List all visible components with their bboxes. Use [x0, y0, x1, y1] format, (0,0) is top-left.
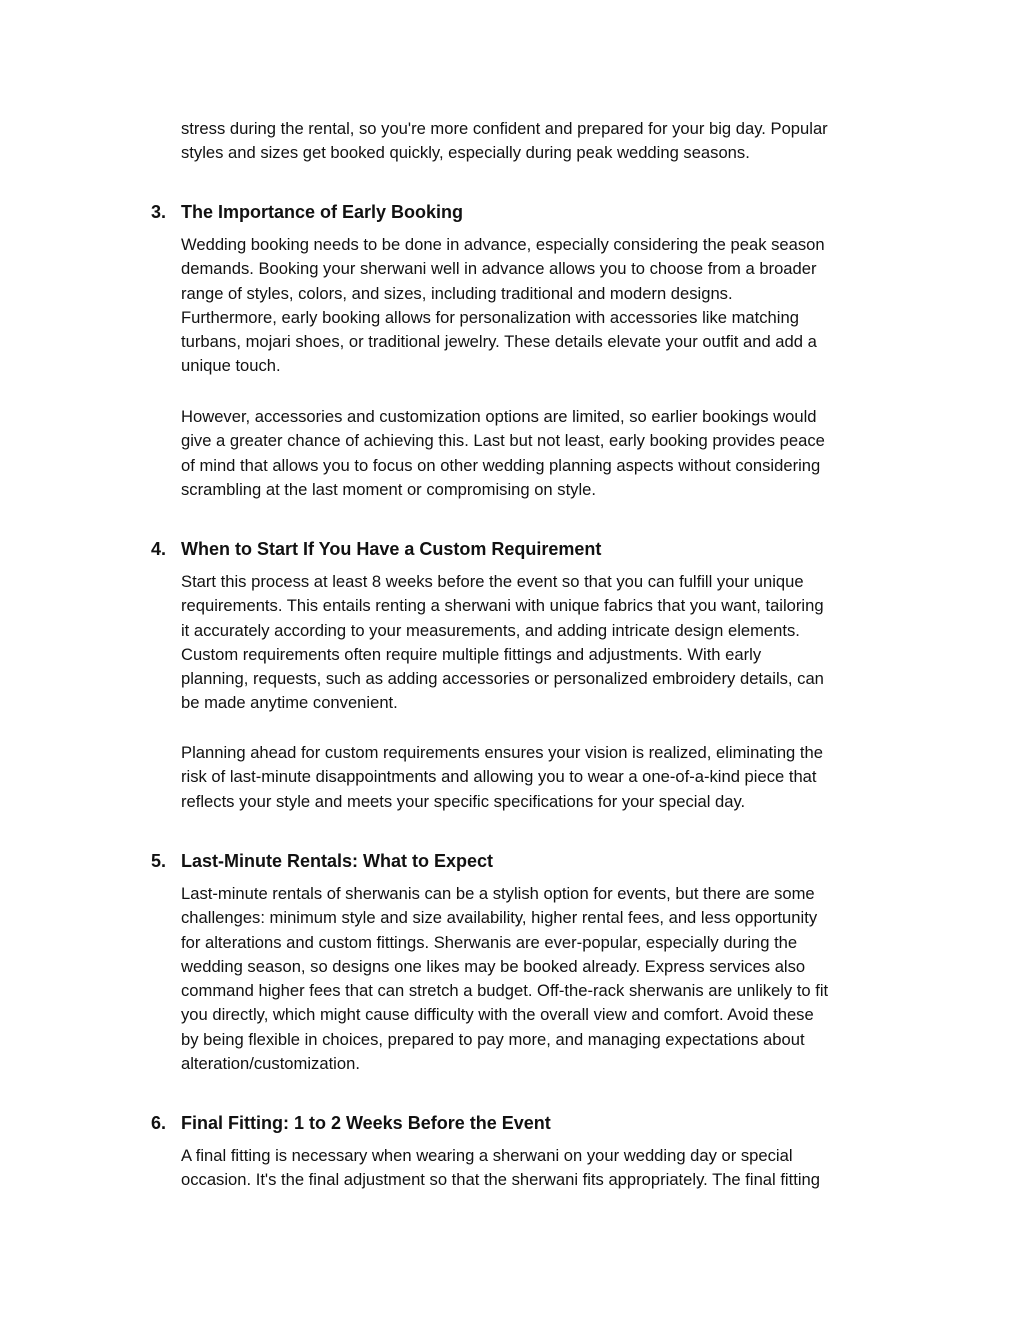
text-line: styles and sizes get booked quickly, especially during peak wedding seasons.: [181, 143, 750, 163]
text-line: by being flexible in choices, prepared to pay more, and managing expectations about: [181, 1029, 805, 1049]
section-paragraph: [181, 233, 897, 379]
text-line: wedding season, so designs one likes may be booked already. Express services also: [181, 956, 806, 976]
intro-paragraph: [181, 117, 897, 166]
section-paragraph: [181, 741, 897, 814]
text-line: scrambling at the last moment or compromising on style.: [181, 479, 597, 499]
text-line: requirements. This entails renting a sherwani with unique fabrics that you want, tailoring: [181, 596, 824, 616]
text-line: for alterations and custom fittings. Sherwanis are ever-popular, especially during the: [181, 932, 798, 952]
text-line: it accurately according to your measurements, and adding intricate design elements.: [181, 620, 800, 640]
text-line: Start this process at least 8 weeks before the event so that you can fulfill your unique: [181, 572, 804, 591]
section-title: Last-Minute Rentals: What to Expect: [181, 851, 494, 871]
text-line: Custom requirements often require multiple fittings and adjustments. With early: [181, 644, 762, 664]
section-paragraph: [181, 570, 897, 716]
text-line: range of styles, colors, and sizes, including traditional and modern designs.: [181, 283, 733, 303]
section-paragraph: [181, 1144, 897, 1193]
text-line: reflects your style and meets your specific specifications for your special day.: [181, 791, 746, 811]
text-line: Planning ahead for custom requirements ensures your vision is realized, eliminating the: [181, 743, 823, 762]
section-paragraph: [181, 882, 897, 1076]
section-title: The Importance of Early Booking: [181, 202, 464, 222]
section-heading: [151, 537, 891, 561]
text-line: command higher fees that can stretch a budget. Off-the-rack sherwanis are unlikely to fit: [181, 981, 829, 1001]
text-line: Last-minute rentals of sherwanis can be a stylish option for events, but there are some: [181, 884, 815, 903]
text-line: challenges: minimum style and size availability, higher rental fees, and less opportunity: [181, 908, 818, 928]
section-title: Final Fitting: 1 to 2 Weeks Before the Event: [181, 1113, 551, 1133]
text-line: risk of last-minute disappointments and allowing you to wear a one-of-a-kind piece that: [181, 767, 817, 787]
text-line: be made anytime convenient.: [181, 693, 398, 713]
section-title: When to Start If You Have a Custom Requirement: [181, 539, 602, 559]
section-heading: [151, 849, 891, 873]
text-line: demands. Booking your sherwani well in advance allows you to choose from a broader: [181, 259, 817, 279]
text-line: alteration/customization.: [181, 1054, 360, 1074]
text-line: turbans, mojari shoes, or traditional jewelry. These details elevate your outfit and add a: [181, 332, 817, 352]
text-line: give a greater chance of achieving this. Last but not least, early booking provides peace: [181, 431, 825, 451]
text-line: stress during the rental, so you're more confident and prepared for your big day. Popular: [181, 119, 828, 138]
text-line: Wedding booking needs to be done in advance, especially considering the peak season: [181, 235, 825, 254]
text-line: occasion. It's the final adjustment so that the sherwani fits appropriately. The final fitting: [181, 1170, 820, 1190]
text-line: A final fitting is necessary when wearing a sherwani on your wedding day or special: [181, 1146, 793, 1165]
section-number: 5.: [151, 851, 167, 871]
text-line: Furthermore, early booking allows for personalization with accessories like matching: [181, 307, 799, 327]
section-number: 4.: [151, 539, 167, 559]
section-number: 3.: [151, 202, 167, 222]
text-line: of mind that allows you to focus on other wedding planning aspects without considering: [181, 455, 821, 475]
text-line: you directly, which might cause difficulty with the overall view and comfort. Avoid these: [181, 1005, 814, 1025]
section-heading: [151, 1111, 891, 1135]
section-paragraph: [181, 405, 897, 502]
text-line: unique touch.: [181, 356, 281, 376]
text-line: planning, requests, such as adding accessories or personalized embroidery details, can: [181, 669, 824, 689]
text-line: However, accessories and customization options are limited, so earlier bookings would: [181, 407, 817, 426]
section-heading: [151, 200, 891, 224]
section-number: 6.: [151, 1113, 167, 1133]
